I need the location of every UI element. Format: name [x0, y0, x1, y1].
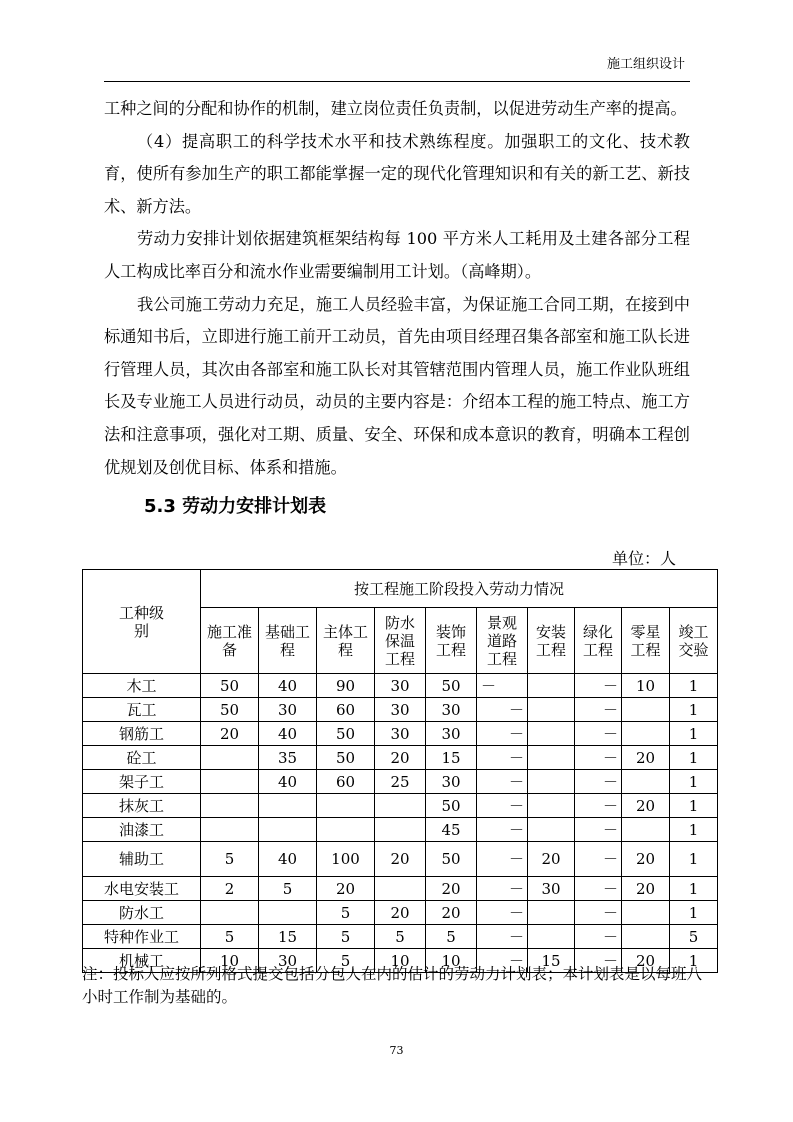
cell-value: 1: [688, 748, 699, 767]
table-cell: [317, 794, 375, 818]
table-cell: [622, 698, 670, 722]
cell-value: －: [602, 724, 618, 743]
table-row: [83, 818, 718, 842]
cell-value: 5: [340, 951, 351, 970]
table-cell: [528, 818, 575, 842]
cell-value: 15: [277, 927, 298, 946]
table-cell: [201, 901, 259, 925]
table-cell: [575, 901, 622, 925]
cell-value: 1: [688, 820, 699, 839]
table-cell: [670, 901, 718, 925]
cell-value: 20: [390, 748, 410, 767]
table-cell: [426, 698, 477, 722]
cell-value: 10: [635, 676, 656, 695]
cell-value: 20: [635, 748, 656, 767]
table-cell: [375, 925, 426, 949]
cell-value: 30: [390, 700, 410, 719]
cell-value: 10: [441, 951, 461, 970]
cell-value: －: [602, 879, 618, 898]
table-cell: [622, 722, 670, 746]
table-cell: [477, 770, 528, 794]
table-row: [83, 722, 718, 746]
cell-value: 20: [335, 879, 356, 898]
table-row: [83, 698, 718, 722]
section-number: 5.3: [144, 496, 176, 517]
section-heading: [144, 492, 326, 518]
table-note: 注：投标人应按所列格式提交包括分包人在内的估计的劳动力计划表；本计划表是以每班八小时工作制为基础的。: [82, 965, 703, 1006]
cell-value: －: [602, 951, 618, 970]
cell-value: 1: [688, 724, 699, 743]
cell-value: －: [508, 724, 524, 743]
table-cell: [670, 818, 718, 842]
table-row: [83, 925, 718, 949]
table-cell: [670, 794, 718, 818]
table-cell: [201, 842, 259, 877]
cell-value: 50: [335, 724, 356, 743]
table-row: [83, 674, 718, 698]
table-cell: [201, 674, 259, 698]
table-row: [83, 746, 718, 770]
row-label: 特种作业工: [83, 925, 201, 949]
cell-value: 20: [441, 879, 461, 898]
column-header: 施工准备: [201, 608, 259, 674]
cell-value: 15: [541, 951, 561, 970]
table-cell: [575, 674, 622, 698]
cell-value: －: [602, 796, 618, 815]
table-cell: [259, 842, 317, 877]
table-cell: [426, 877, 477, 901]
column-header: 安装工程: [528, 608, 575, 674]
cell-value: 90: [335, 676, 356, 695]
table-cell: [528, 770, 575, 794]
cell-value: 5: [340, 903, 351, 922]
row-label: 抹灰工: [83, 794, 201, 818]
cell-value: 5: [688, 927, 699, 946]
table-cell: [670, 770, 718, 794]
table-cell: [426, 925, 477, 949]
cell-value: 20: [635, 850, 656, 868]
table-cell: [575, 722, 622, 746]
table-cell: [375, 698, 426, 722]
cell-value: 5: [340, 927, 351, 946]
cell-value: 30: [277, 951, 298, 970]
table-cell: [317, 842, 375, 877]
table-cell: [375, 722, 426, 746]
cell-value: 30: [441, 724, 461, 743]
column-header: 景观道路工程: [477, 608, 528, 674]
table-cell: [317, 877, 375, 901]
cell-value: －: [602, 772, 618, 791]
column-header: 基础工程: [259, 608, 317, 674]
table-cell: [375, 818, 426, 842]
cell-value: 30: [441, 772, 461, 791]
row-label: 防水工: [83, 901, 201, 925]
table-cell: [528, 877, 575, 901]
cell-value: 5: [282, 879, 293, 898]
table-cell: [670, 842, 718, 877]
paragraph: 工种之间的分配和协作的机制，建立岗位责任负责制，以促进劳动生产率的提高。: [104, 99, 687, 118]
column-header: 绿化工程: [575, 608, 622, 674]
table-cell: [375, 746, 426, 770]
cell-value: 15: [441, 748, 461, 767]
table-cell: [317, 674, 375, 698]
table-cell: [622, 794, 670, 818]
table-cell: [575, 746, 622, 770]
cell-value: 1: [688, 676, 699, 695]
row-label: 油漆工: [83, 818, 201, 842]
table-cell: [375, 770, 426, 794]
cell-value: 1: [688, 903, 699, 922]
cell-value: 50: [219, 676, 240, 695]
table-cell: [477, 746, 528, 770]
table-cell: [528, 746, 575, 770]
row-label: 瓦工: [83, 698, 201, 722]
table-cell: [317, 722, 375, 746]
table-row: [83, 794, 718, 818]
table-row: [83, 901, 718, 925]
cell-value: －: [602, 927, 618, 946]
cell-value: －: [508, 951, 524, 970]
cell-value: 5: [224, 927, 235, 946]
running-header: 施工组织设计: [606, 57, 685, 72]
cell-value: 50: [441, 796, 461, 815]
table-cell: [317, 698, 375, 722]
table-cell: [201, 770, 259, 794]
cell-value: 20: [541, 850, 561, 868]
table-cell: [259, 770, 317, 794]
cell-value: －: [508, 820, 524, 839]
page-number: 73: [389, 1044, 404, 1057]
table-cell: [528, 674, 575, 698]
cell-value: 10: [390, 951, 410, 970]
table-cell: [477, 674, 528, 698]
cell-value: －: [602, 850, 618, 868]
table-cell: [259, 746, 317, 770]
cell-value: 20: [635, 879, 656, 898]
group-header-cell: 按工程施工阶段投入劳动力情况: [201, 570, 718, 608]
table-cell: [575, 770, 622, 794]
table-cell: [622, 746, 670, 770]
cell-value: 20: [635, 796, 656, 815]
table-cell: [375, 901, 426, 925]
cell-value: 60: [335, 700, 356, 719]
cell-value: －: [602, 820, 618, 839]
table-cell: [201, 722, 259, 746]
cell-value: 100: [331, 850, 360, 868]
table-cell: [622, 842, 670, 877]
table-cell: [477, 925, 528, 949]
table-cell: [622, 877, 670, 901]
table-cell: [259, 698, 317, 722]
table-cell: [477, 818, 528, 842]
table-cell: [201, 818, 259, 842]
cell-value: 5: [446, 927, 456, 946]
cell-value: －: [602, 700, 618, 719]
cell-value: 20: [390, 850, 410, 868]
cell-value: 50: [441, 676, 461, 695]
table-cell: [201, 746, 259, 770]
cell-value: 35: [277, 748, 298, 767]
cell-value: 60: [335, 772, 356, 791]
table-cell: [201, 925, 259, 949]
cell-value: 20: [441, 903, 461, 922]
paragraph: 劳动力安排计划依据建筑框架结构每 100 平方米人工耗用及土建各部分工程人工构成比率百分和流水作业需要编制用工计划。（高峰期）。: [104, 229, 690, 281]
table-cell: [575, 877, 622, 901]
cell-value: 40: [277, 850, 298, 868]
table-cell: [477, 842, 528, 877]
cell-value: 10: [219, 951, 240, 970]
cell-value: 25: [390, 772, 410, 791]
table-cell: [426, 674, 477, 698]
cell-value: 40: [277, 676, 298, 695]
table-cell: [528, 842, 575, 877]
cell-value: 30: [390, 724, 410, 743]
cell-value: 2: [224, 879, 235, 898]
paragraph: 我公司施工劳动力充足，施工人员经验丰富，为保证施工合同工期，在接到中标通知书后，立即进行施工前开工动员，首先由项目经理召集各部室和施工队长进行管理人员，其次由各部室和施工队长对其管辖范围内管理人员，施工作业队班组长及专业施工人员进行动员，动员的主要内容是：介绍本工程的施工特点、施工方法和注意事项，强化对工期、质量、安全、环保和成本意识的教育，明确本工程创优规划及创优目标、体系和措施。: [104, 294, 690, 477]
table-cell: [259, 674, 317, 698]
table-cell: [317, 818, 375, 842]
table-cell: [528, 794, 575, 818]
table-cell: [477, 698, 528, 722]
header-rule: [104, 81, 690, 82]
column-header: 防水保温工程: [375, 608, 426, 674]
cell-value: －: [481, 676, 497, 695]
table-cell: [670, 722, 718, 746]
table-cell: [477, 877, 528, 901]
column-header: 主体工程: [317, 608, 375, 674]
table-cell: [259, 901, 317, 925]
table-cell: [575, 818, 622, 842]
cell-value: 1: [688, 772, 699, 791]
table-cell: [477, 901, 528, 925]
cell-value: 20: [219, 724, 240, 743]
table-cell: [622, 770, 670, 794]
table-cell: [259, 722, 317, 746]
column-header: 零星工程: [622, 608, 670, 674]
table-cell: [622, 925, 670, 949]
table-cell: [201, 794, 259, 818]
paragraph: （4）提高职工的科学技术水平和技术熟练程度。加强职工的文化、技术教育，使所有参加生产的职工都能掌握一定的现代化管理知识和有关的新工艺、新技术、新方法。: [104, 131, 690, 216]
table-cell: [575, 698, 622, 722]
table-cell: [426, 901, 477, 925]
cell-value: －: [508, 796, 524, 815]
table-cell: [670, 674, 718, 698]
row-label: 砼工: [83, 746, 201, 770]
table-cell: [426, 770, 477, 794]
row-label: 钢筋工: [83, 722, 201, 746]
table-row: [83, 877, 718, 901]
cell-value: －: [508, 850, 524, 868]
cell-value: 40: [277, 724, 298, 743]
cell-value: 30: [277, 700, 298, 719]
table-cell: [201, 698, 259, 722]
table-cell: [426, 794, 477, 818]
table-cell: [317, 746, 375, 770]
cell-value: 40: [277, 772, 298, 791]
table-cell: [670, 877, 718, 901]
cell-value: －: [508, 700, 524, 719]
table-cell: [670, 746, 718, 770]
cell-value: 20: [635, 951, 656, 970]
table-cell: [528, 722, 575, 746]
cell-value: －: [508, 927, 524, 946]
table-row: [83, 842, 718, 877]
table-cell: [426, 746, 477, 770]
row-label: 机械工: [83, 949, 201, 973]
row-label: 架子工: [83, 770, 201, 794]
row-label: 木工: [83, 674, 201, 698]
table-cell: [426, 818, 477, 842]
column-header: 装饰工程: [426, 608, 477, 674]
cell-value: 50: [219, 700, 240, 719]
row-header-cell: 工种级别: [83, 570, 201, 674]
cell-value: 1: [688, 951, 699, 970]
cell-value: 5: [224, 850, 235, 868]
table-cell: [317, 901, 375, 925]
cell-value: －: [508, 903, 524, 922]
cell-value: 1: [688, 850, 699, 868]
table-cell: [670, 925, 718, 949]
table-cell: [575, 794, 622, 818]
table-cell: [575, 842, 622, 877]
cell-value: 1: [688, 796, 699, 815]
table-cell: [375, 794, 426, 818]
table-cell: [622, 674, 670, 698]
cell-value: 50: [441, 850, 461, 868]
cell-value: 30: [441, 700, 461, 719]
section-title: 劳动力安排计划表: [182, 496, 327, 517]
cell-value: 30: [541, 879, 561, 898]
labor-plan-table: [82, 569, 718, 973]
cell-value: 1: [688, 879, 699, 898]
table-cell: [259, 818, 317, 842]
cell-value: －: [508, 748, 524, 767]
table-header-row: [83, 570, 718, 608]
unit-label: 单位：人: [612, 549, 677, 568]
table-cell: [201, 877, 259, 901]
table-cell: [317, 770, 375, 794]
table-body: [83, 674, 718, 973]
table-cell: [477, 722, 528, 746]
cell-value: －: [508, 772, 524, 791]
cell-value: －: [602, 676, 618, 695]
table-cell: [259, 925, 317, 949]
table-cell: [670, 698, 718, 722]
table-cell: [622, 818, 670, 842]
cell-value: 45: [441, 820, 461, 839]
cell-value: 20: [390, 903, 410, 922]
table-cell: [375, 877, 426, 901]
cell-value: 50: [335, 748, 356, 767]
cell-value: －: [602, 903, 618, 922]
table-cell: [477, 794, 528, 818]
cell-value: 5: [395, 927, 405, 946]
table-cell: [426, 842, 477, 877]
row-label: 水电安装工: [83, 877, 201, 901]
cell-value: －: [508, 879, 524, 898]
table-cell: [375, 842, 426, 877]
cell-value: 1: [688, 700, 699, 719]
cell-value: －: [602, 748, 618, 767]
table-cell: [259, 794, 317, 818]
table-cell: [317, 925, 375, 949]
table-cell: [259, 877, 317, 901]
body-text: [104, 93, 690, 484]
table-cell: [528, 698, 575, 722]
table-cell: [622, 901, 670, 925]
table-cell: [528, 901, 575, 925]
row-label: 辅助工: [83, 842, 201, 877]
table-cell: [426, 722, 477, 746]
table-cell: [575, 925, 622, 949]
cell-value: 30: [390, 676, 410, 695]
table-cell: [375, 674, 426, 698]
table-cell: [528, 925, 575, 949]
column-header: 竣工交验: [670, 608, 718, 674]
table-row: [83, 770, 718, 794]
